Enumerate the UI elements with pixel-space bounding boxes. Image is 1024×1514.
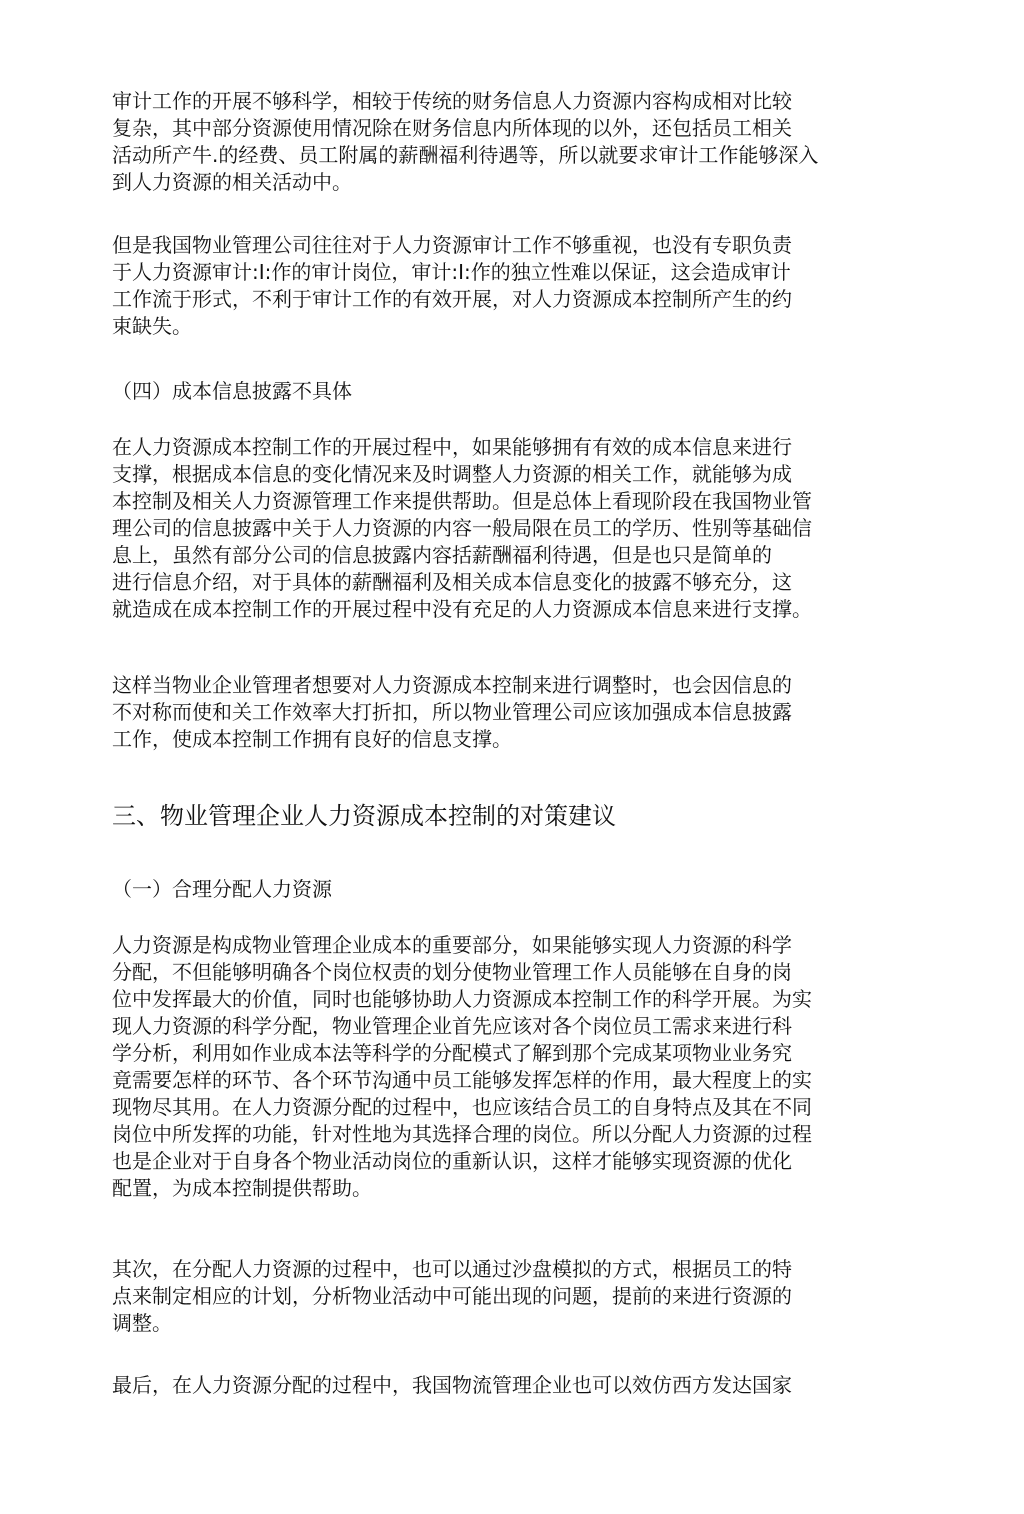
text-line: 调整。 — [112, 1311, 172, 1335]
text-line: 在人力资源成本控制工作的开展过程中，如果能够拥有有效的成本信息来进行 — [112, 435, 792, 459]
text-line: 束缺失。 — [112, 314, 192, 338]
text-line: 现人力资源的科学分配，物业管理企业首先应该对各个岗位员工需求来进行科 — [112, 1014, 792, 1038]
text-line: 于人力资源审计:I:作的审计岗位，审计:I:作的独立性难以保证，这会造成审计 — [112, 260, 791, 284]
section-heading-3 — [112, 800, 912, 832]
subheading-text: （四）成本信息披露不具体 — [112, 379, 352, 403]
text-line: 息上，虽然有部分公司的信息披露内容括薪酬福利待遇，但是也只是简单的 — [112, 543, 772, 567]
paragraph-finally — [112, 1372, 912, 1399]
text-line: 分配，不但能够明确各个岗位权责的划分使物业管理工作人员能够在自身的岗 — [112, 960, 792, 984]
subheading-section-1 — [112, 876, 912, 903]
paragraph-cost-disclosure — [112, 434, 912, 623]
heading-text: 三、物业管理企业人力资源成本控制的对策建议 — [112, 802, 616, 830]
text-line: 工作，使成本控制工作拥有良好的信息支撑。 — [112, 727, 512, 751]
subheading-text: （一）合理分配人力资源 — [112, 877, 332, 901]
text-line: 审计工作的开展不够科学，相较于传统的财务信息人力资源内容构成相对比较 — [112, 89, 792, 113]
text-line: 理公司的信息披露中关于人力资源的内容一般局限在员工的学历、性别等基础信 — [112, 516, 812, 540]
text-line: 复杂，其中部分资源使用情况除在财务信息内所体现的以外，还包括员工相关 — [112, 116, 792, 140]
text-line: 其次，在分配人力资源的过程中，也可以通过沙盘模拟的方式，根据员工的特 — [112, 1257, 792, 1281]
text-line: 学分析，利用如作业成本法等科学的分配模式了解到那个完成某项物业业务究 — [112, 1041, 792, 1065]
text-line: 不对称而使和关工作效率大打折扣，所以物业管理公司应该加强成本信息披露 — [112, 700, 792, 724]
text-line: 岗位中所发挥的功能，针对性地为其选择合理的岗位。所以分配人力资源的过程 — [112, 1122, 812, 1146]
text-line: 本控制及相关人力资源管理工作来提供帮助。但是总体上看现阶段在我国物业管 — [112, 489, 812, 513]
text-line: 就造成在成本控制工作的开展过程中没有充足的人力资源成本信息来进行支撑。 — [112, 597, 812, 621]
text-line: 进行信息介绍，对于具体的薪酬福利及相关成本信息变化的披露不够充分，这 — [112, 570, 792, 594]
text-line: 也是企业对于自身各个物业活动岗位的重新认识，这样才能够实现资源的优化 — [112, 1149, 792, 1173]
text-line: 工作流于形式，不利于审计工作的有效开展，对人力资源成本控制所产生的约 — [112, 287, 792, 311]
text-line: 现物尽其用。在人力资源分配的过程中，也应该结合员工的自身特点及其在不同 — [112, 1095, 812, 1119]
text-line: 位中发挥最大的价值，同时也能够协助人力资源成本控制工作的科学开展。为实 — [112, 987, 812, 1011]
subheading-section-4 — [112, 378, 912, 405]
paragraph-information-asymmetry — [112, 672, 912, 753]
paragraph-allocation — [112, 932, 912, 1202]
text-line: 人力资源是构成物业管理企业成本的重要部分，如果能够实现人力资源的科学 — [112, 933, 792, 957]
text-line: 到人力资源的相关活动中。 — [112, 170, 352, 194]
text-line: 最后，在人力资源分配的过程中，我国物流管理企业也可以效仿西方发达国家 — [112, 1373, 792, 1397]
text-line: 配置，为成本控制提供帮助。 — [112, 1176, 372, 1200]
text-line: 竟需要怎样的环节、各个环节沟通中员工能够发挥怎样的作用，最大程度上的实 — [112, 1068, 812, 1092]
text-line: 这样当物业企业管理者想要对人力资源成本控制来进行调整时，也会因信息的 — [112, 673, 792, 697]
paragraph-audit-science — [112, 88, 912, 196]
text-line: 但是我国物业管理公司往往对于人力资源审计工作不够重视，也没有专职负责 — [112, 233, 792, 257]
text-line: 支撑，根据成本信息的变化情况来及时调整人力资源的相关工作，就能够为成 — [112, 462, 792, 486]
paragraph-audit-neglect — [112, 232, 912, 340]
paragraph-sandbox-simulation — [112, 1256, 912, 1337]
text-line: 点来制定相应的计划，分析物业活动中可能出现的问题，提前的来进行资源的 — [112, 1284, 792, 1308]
text-line: 活动所产牛.的经费、员工附属的薪酬福利待遇等，所以就要求审计工作能够深入 — [112, 143, 819, 167]
